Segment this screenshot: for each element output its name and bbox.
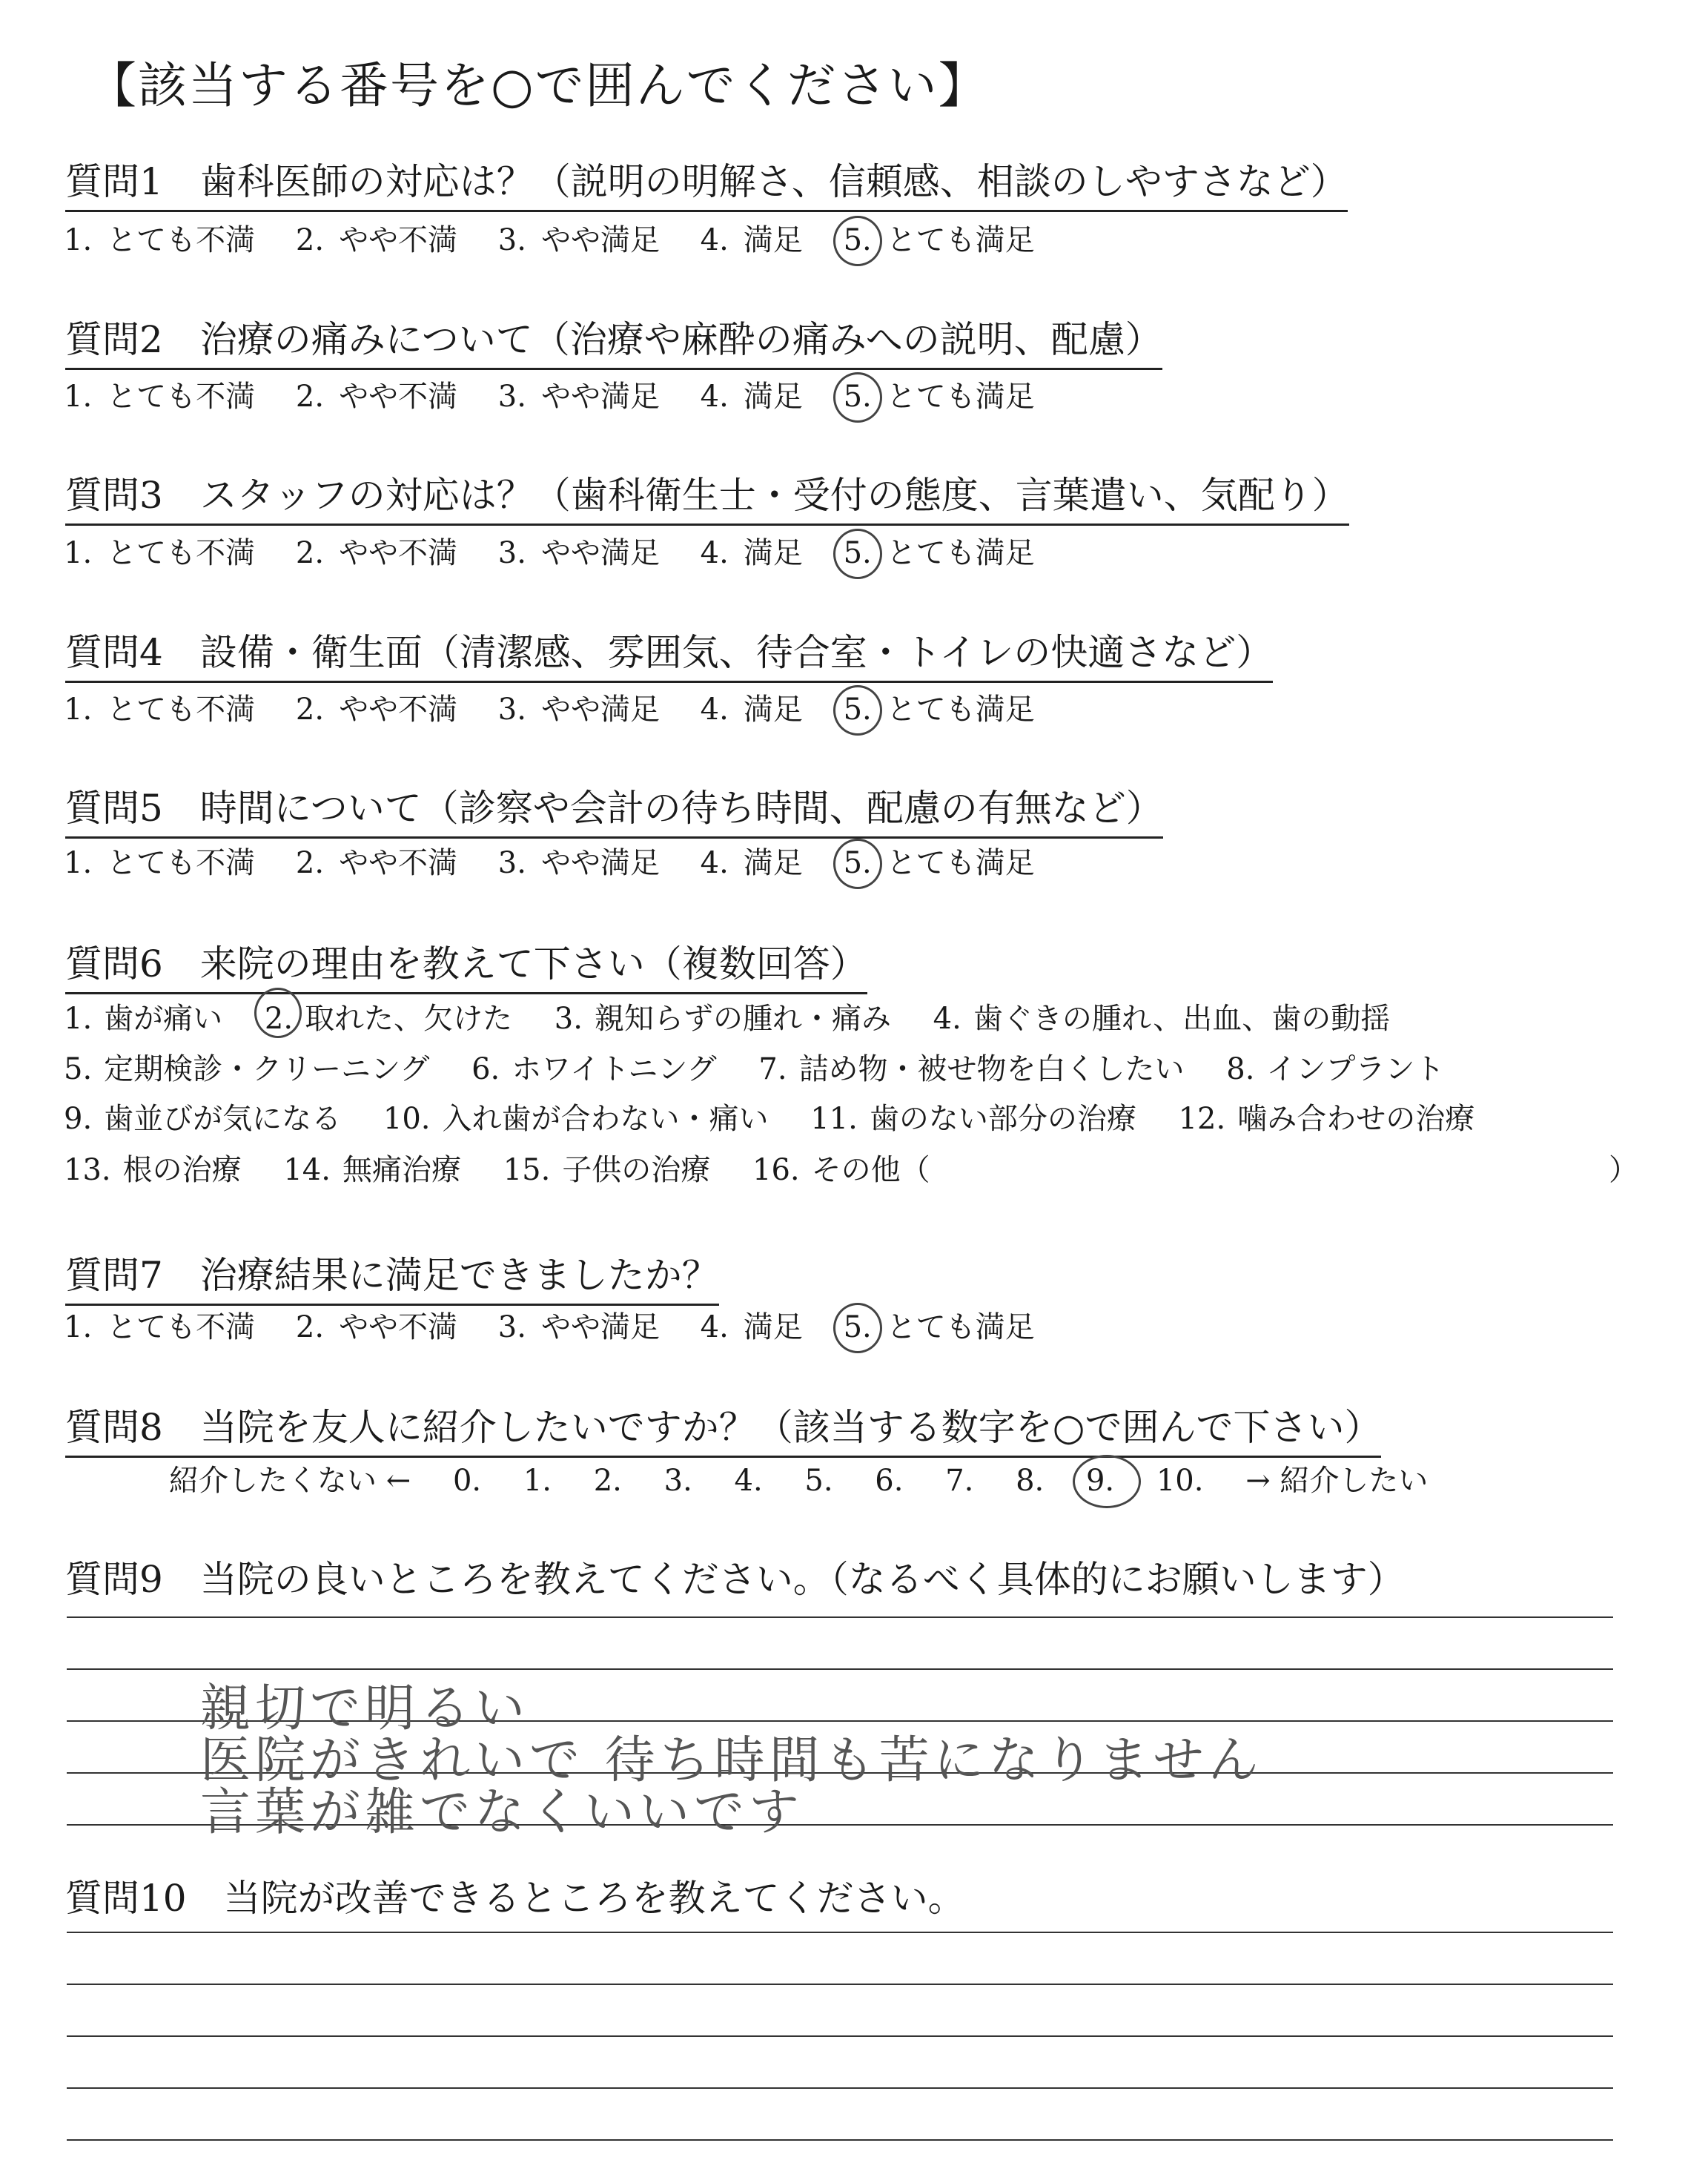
q6-other-close-paren: ） xyxy=(1609,1153,1638,1187)
question-4-title: 質問4 設備・衛生面（清潔感、雰囲気、待合室・トイレの快適さなど） xyxy=(65,623,1273,683)
q2-selected-option: 5. とても満足 xyxy=(843,380,1035,414)
q6-reasons-line-3[interactable]: 9. 歯並びが気になる 10. 入れ歯が合わない・痛い 11. 歯のない部分の治療 12. 噛み合わせの治療 xyxy=(64,1102,1475,1136)
q7-selected-option: 5. とても満足 xyxy=(843,1310,1035,1344)
question-3-options[interactable]: 1. とても不満 2. やや不満 3. やや満足 4. 満足 5. とても満足 xyxy=(64,529,1066,572)
answer-line xyxy=(67,1984,1613,1985)
q5-selected-option: 5. とても満足 xyxy=(843,846,1035,880)
question-5-options[interactable]: 1. とても不満 2. やや不満 3. やや満足 4. 満足 5. とても満足 xyxy=(64,839,1066,882)
answer-line xyxy=(67,2139,1613,2141)
question-7-title: 質問7 治療結果に満足できましたか？ xyxy=(65,1246,719,1306)
answer-line xyxy=(67,1932,1613,1933)
handwritten-answer-line-2: 医院がきれいで 待ち時間も苦になりません xyxy=(200,1731,1263,1790)
page-title: 【該当する番号を○で囲んでください】 xyxy=(87,57,989,114)
question-2-title: 質問2 治療の痛みについて（治療や麻酔の痛みへの説明、配慮） xyxy=(65,310,1162,370)
question-10-title: 質問10 当院が改善できるところを教えてください。 xyxy=(65,1877,965,1920)
q8-recommend-scale[interactable]: 紹介したくない ← 0. 1. 2. 3. 4. 5. 6. 7. 8. 9. 10. → 紹介したい xyxy=(169,1464,1429,1498)
question-6-title: 質問6 来院の理由を教えて下さい（複数回答） xyxy=(65,934,867,994)
question-8-title: 質問8 当院を友人に紹介したいですか？（該当する数字を○で囲んで下さい） xyxy=(65,1398,1381,1458)
question-2-options[interactable]: 1. とても不満 2. やや不満 3. やや満足 4. 満足 5. とても満足 xyxy=(64,373,1066,415)
q6-reasons-line-2[interactable]: 5. 定期検診・クリーニング 6. ホワイトニング 7. 詰め物・被せ物を白くしたい 8. インプラント xyxy=(64,1052,1445,1086)
q4-selected-option: 5. とても満足 xyxy=(843,693,1035,727)
q1-selected-option: 5. とても満足 xyxy=(843,223,1035,257)
q8-selected-marker: 9. xyxy=(1085,1464,1115,1498)
handwritten-answer-line-1: 親切で明るい xyxy=(200,1680,530,1738)
question-1-options[interactable]: 1. とても不満 2. やや不満 3. やや満足 4. 満足 5. とても満足 xyxy=(64,217,1066,259)
question-3-title: 質問3 スタッフの対応は？（歯科衛生士・受付の態度、言葉遣い、気配り） xyxy=(65,466,1349,526)
answer-line xyxy=(67,2087,1613,2089)
q6-reasons-line-4[interactable]: 13. 根の治療 14. 無痛治療 15. 子供の治療 16. その他（ xyxy=(64,1153,930,1187)
question-7-options[interactable]: 1. とても不満 2. やや不満 3. やや満足 4. 満足 5. とても満足 xyxy=(64,1304,1066,1346)
q6-selected-marker: 2. xyxy=(264,1002,294,1036)
answer-line xyxy=(67,1616,1613,1618)
question-1-title: 質問1 歯科医師の対応は？（説明の明解さ、信頼感、相談のしやすさなど） xyxy=(65,152,1348,212)
question-5-title: 質問5 時間について（診察や会計の待ち時間、配慮の有無など） xyxy=(65,779,1163,839)
question-9-title: 質問9 当院の良いところを教えてください。（なるべく具体的にお願いします） xyxy=(65,1558,1405,1601)
q3-selected-option: 5. とても満足 xyxy=(843,536,1035,570)
answer-line xyxy=(67,2035,1613,2037)
question-4-options[interactable]: 1. とても不満 2. やや不満 3. やや満足 4. 満足 5. とても満足 xyxy=(64,686,1066,728)
q6-reasons-line-1[interactable]: 1. 歯が痛い 2. 取れた、欠けた 3. 親知らずの腫れ・痛み 4. 歯ぐきの腫れ、出血、歯の動揺 xyxy=(64,995,1423,1037)
handwritten-answer-line-3: 言葉が雑でなくいいです xyxy=(200,1783,804,1842)
